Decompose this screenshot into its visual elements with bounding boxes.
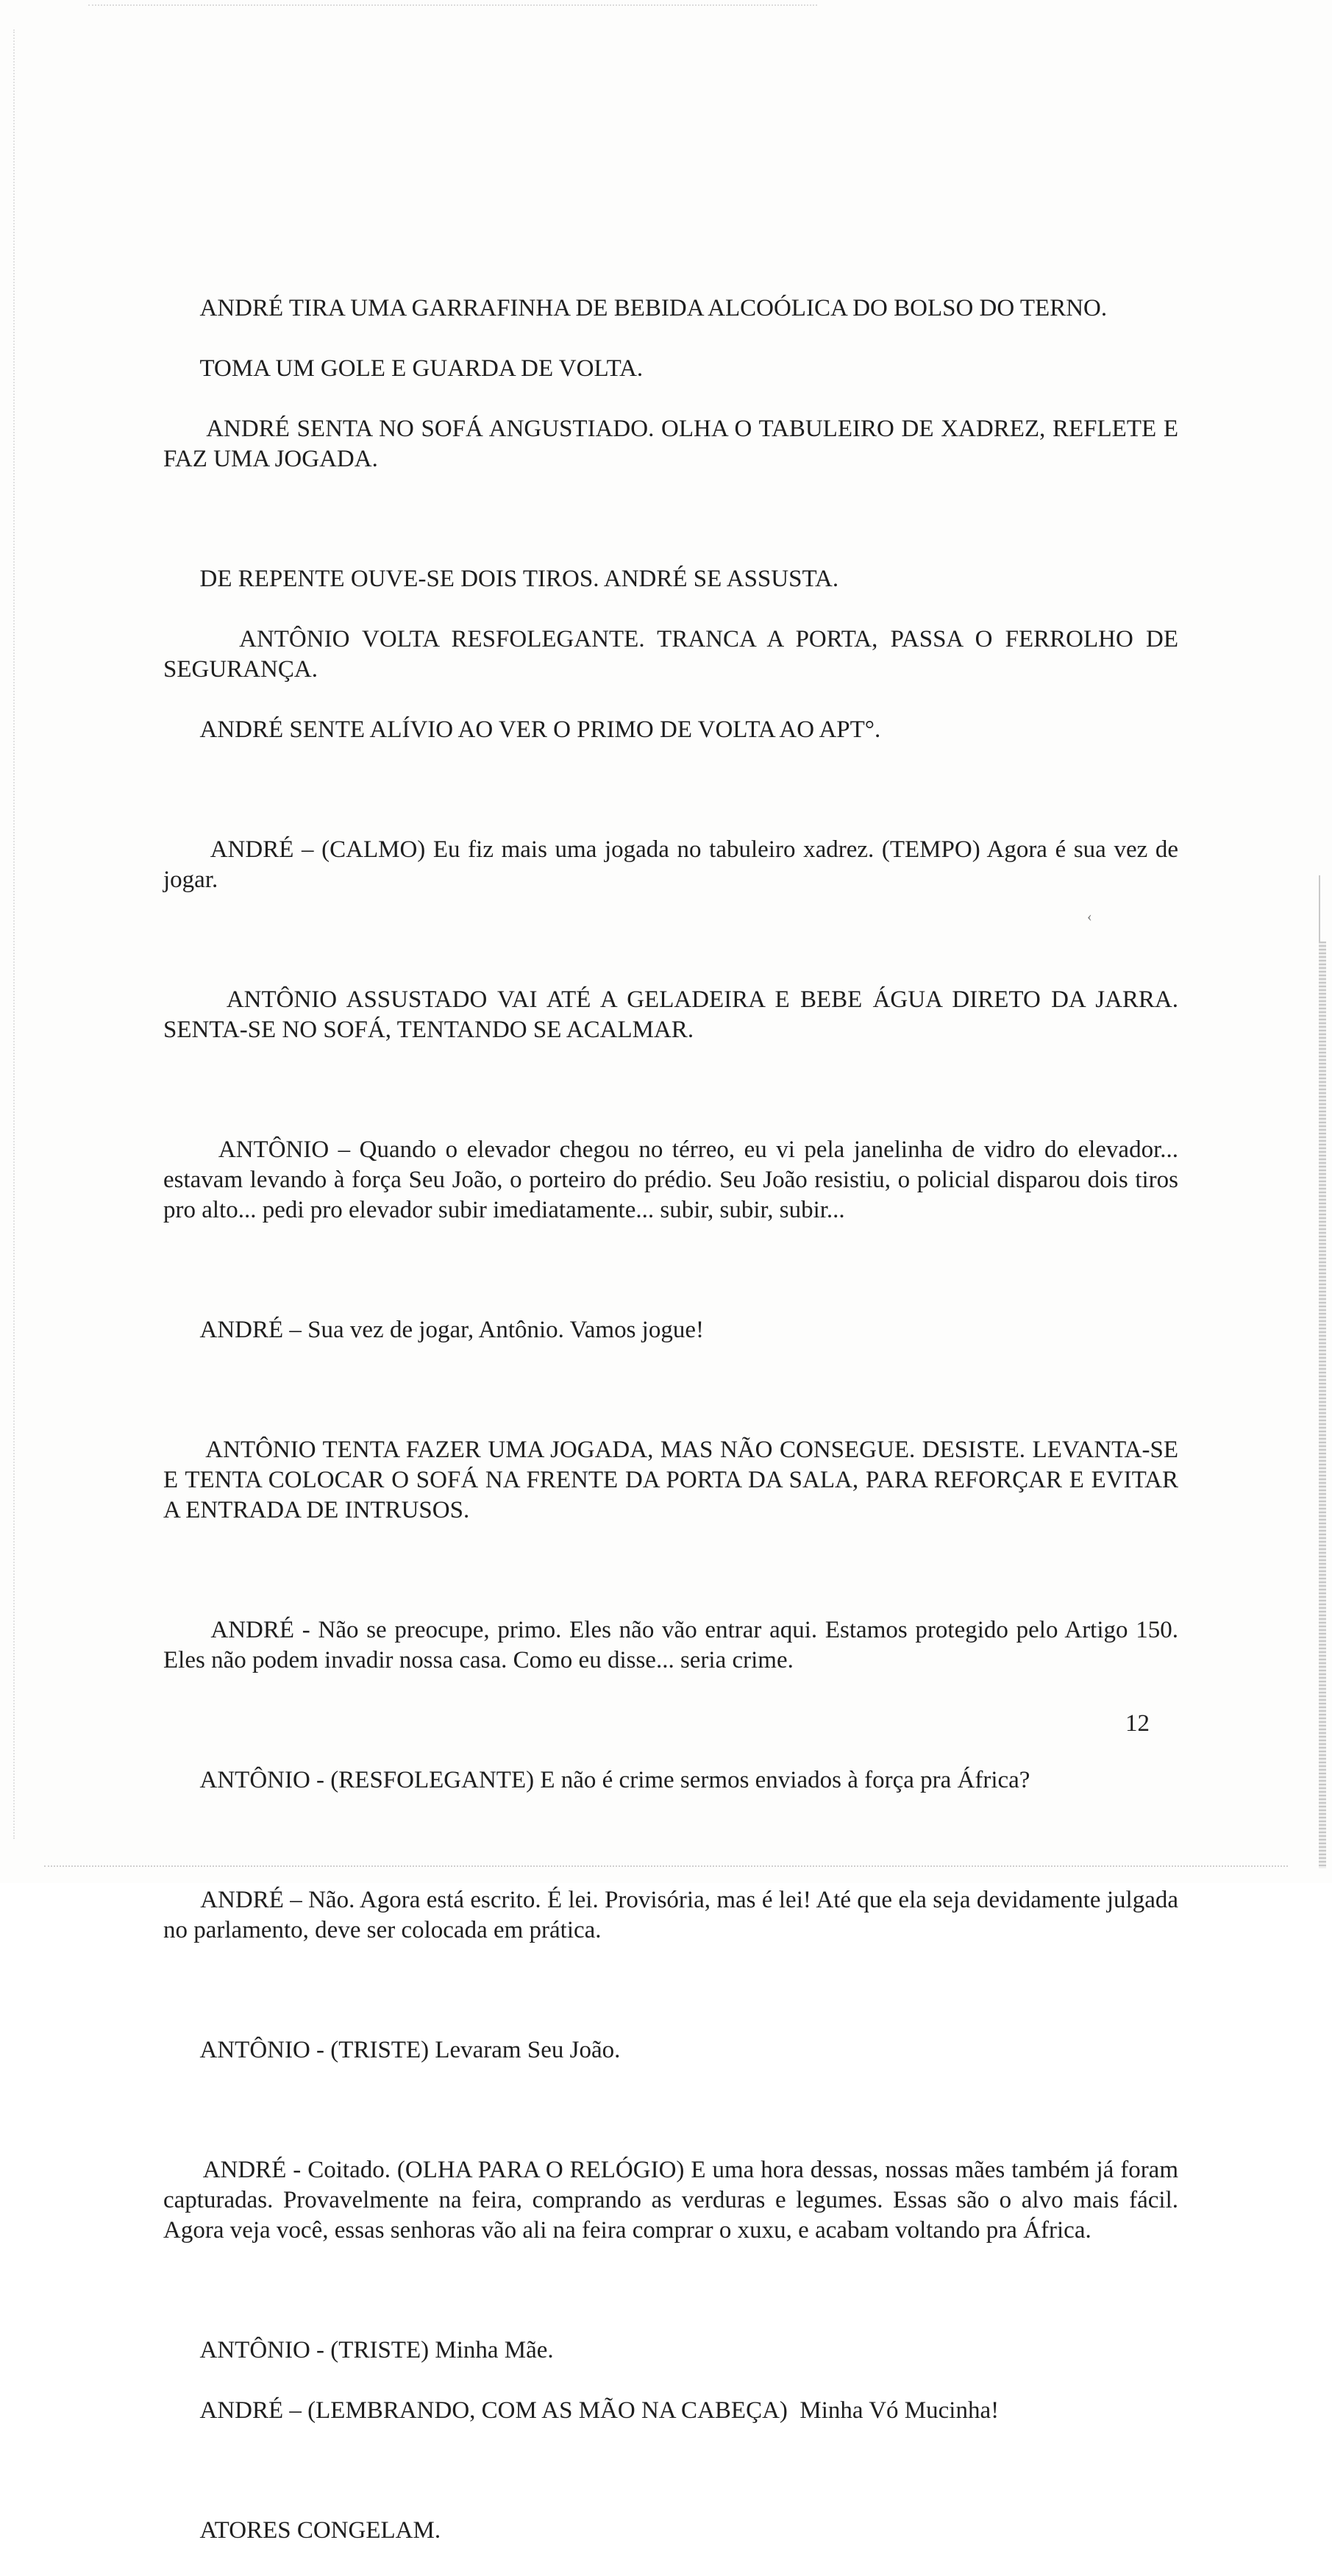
- dialogue-paragraph: [163, 1585, 1185, 1706]
- text-line: ANTÔNIO – Quando o elevador chegou no térreo, eu vi pela janelinha de vidro do elevador... estavam levando à força Seu João, o porteiro do prédio. Seu João resistiu, o policial disparou dois tiros pro alto... pedi pro elevador subir imediatamente... subir, subir, subir...: [163, 1136, 1185, 1223]
- scan-edge-right-line: [1319, 875, 1320, 942]
- text-line: ANDRÉ – (CALMO) Eu fiz mais uma jogada no tabuleiro xadrez. (TEMPO) Agora é sua vez de jogar.: [163, 836, 1185, 893]
- text-line: ANTÔNIO - (TRISTE) Levaram Seu João.: [199, 2037, 621, 2063]
- scan-edge-top: [88, 4, 817, 6]
- text-line: ATORES CONGELAM.: [199, 2517, 441, 2544]
- stage-direction-paragraph: [163, 534, 1185, 775]
- text-line: ANDRÉ SENTA NO SOFÁ ANGUSTIADO. OLHA O TABULEIRO DE XADREZ, REFLETE E FAZ UMA JOGADA.: [163, 416, 1185, 472]
- page-number: 12: [1125, 1710, 1150, 1737]
- stray-pen-mark: ‹: [1087, 908, 1092, 925]
- scan-edge-left: [13, 29, 35, 1839]
- script-body: [163, 263, 1185, 2576]
- text-line: ANDRÉ SENTE ALÍVIO AO VER O PRIMO DE VOLTA AO APT°.: [199, 716, 881, 743]
- dialogue-paragraph: [163, 1285, 1178, 1376]
- text-line: ANTÔNIO VOLTA RESFOLEGANTE. TRANCA A PORTA, PASSA O FERROLHO DE SEGURANÇA.: [163, 626, 1185, 683]
- dialogue-paragraph: [163, 1735, 1178, 1826]
- dialogue-paragraph: [163, 2305, 1178, 2456]
- stage-direction-paragraph: [163, 955, 1185, 1075]
- text-line: ANTÔNIO TENTA FAZER UMA JOGADA, MAS NÃO CONSEGUE. DESISTE. LEVANTA-SE E TENTA COLOCAR O SOFÁ NA FRENTE DA PORTA DA SALA, PARA REFORÇAR E EVITAR A ENTRADA DE INTRUSOS.: [163, 1437, 1185, 1523]
- text-line: ANDRÉ - Coitado. (OLHA PARA O RELÓGIO) E uma hora dessas, nossas mães também já foram capturadas. Provavelmente na feira, comprando as verduras e legumes. Essas são o alvo mais fácil. Agora veja você, essas senhoras vão ali na feira comprar o xuxu, e acabam voltando pra África.: [163, 2157, 1185, 2244]
- scan-edge-right: [1319, 942, 1326, 1868]
- dialogue-paragraph: [163, 2005, 1178, 2096]
- text-line: TOMA UM GOLE E GUARDA DE VOLTA.: [199, 355, 644, 382]
- dialogue-paragraph: [163, 1855, 1185, 1976]
- stage-direction-paragraph: [163, 2486, 1178, 2576]
- text-line: DE REPENTE OUVE-SE DOIS TIROS. ANDRÉ SE ASSUSTA.: [199, 566, 839, 592]
- text-line: ANDRÉ – (LEMBRANDO, COM AS MÃO NA CABEÇA) Minha Vó Mucinha!: [199, 2397, 1000, 2424]
- stage-direction-paragraph: [163, 263, 1185, 505]
- text-line: ANTÔNIO - (RESFOLEGANTE) E não é crime sermos enviados à força pra África?: [199, 1767, 1030, 1793]
- dialogue-paragraph: [163, 1105, 1185, 1256]
- dialogue-paragraph: [163, 2125, 1185, 2276]
- text-line: ANTÔNIO - (TRISTE) Minha Mãe.: [199, 2337, 554, 2363]
- dialogue-paragraph: [163, 805, 1185, 925]
- text-line: ANDRÉ – Não. Agora está escrito. É lei. Provisória, mas é lei! Até que ela seja devidamente julgada no parlamento, deve ser colocada em prática.: [163, 1887, 1185, 1943]
- text-line: ANTÔNIO ASSUSTADO VAI ATÉ A GELADEIRA E BEBE ÁGUA DIRETO DA JARRA. SENTA-SE NO SOFÁ, TENTANDO SE ACALMAR.: [163, 986, 1185, 1043]
- text-line: ANDRÉ TIRA UMA GARRAFINHA DE BEBIDA ALCOÓLICA DO BOLSO DO TERNO.: [199, 295, 1108, 321]
- stage-direction-paragraph: [163, 1405, 1185, 1556]
- text-line: ANDRÉ - Não se preocupe, primo. Eles não vão entrar aqui. Estamos protegido pelo Artigo 150. Eles não podem invadir nossa casa. Como eu disse... seria crime.: [163, 1617, 1185, 1673]
- text-line: ANDRÉ – Sua vez de jogar, Antônio. Vamos jogue!: [199, 1317, 704, 1343]
